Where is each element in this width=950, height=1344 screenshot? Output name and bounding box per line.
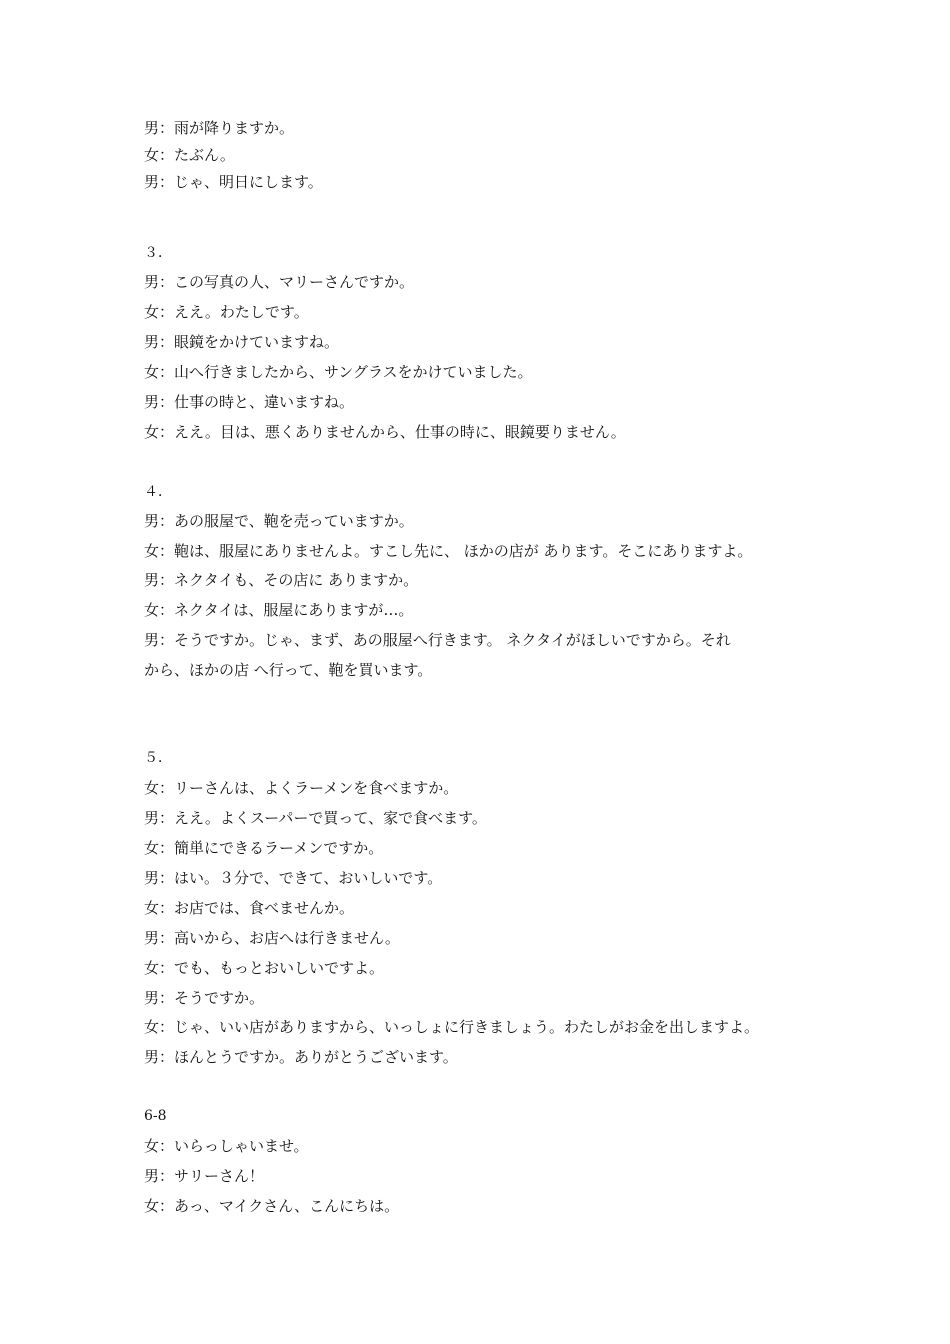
dialogue-line: 男：そうですか。 bbox=[144, 989, 265, 1007]
dialogue-line: 男：そうですか。じゃ、まず、あの服屋へ行きます。 ネクタイがほしいですから。それ bbox=[144, 631, 731, 649]
dialogue-line: 男：眼鏡をかけていますね。 bbox=[144, 333, 340, 351]
dialogue-line: 男：あの服屋で、鞄を売っていますか。 bbox=[144, 512, 414, 530]
dialogue-line: 男：サリーさん！ bbox=[144, 1167, 265, 1185]
section-number: ５． bbox=[144, 750, 172, 766]
dialogue-line: 男：ネクタイも、その店に ありますか。 bbox=[144, 571, 419, 589]
dialogue-line: 男：仕事の時と、違いますね。 bbox=[144, 393, 355, 411]
dialogue-line: 男：じゃ、明日にします。 bbox=[144, 173, 323, 191]
dialogue-line: から、ほかの店 へ行って、鞄を買います。 bbox=[144, 661, 433, 679]
dialogue-line: 男：雨が降りますか。 bbox=[144, 119, 295, 137]
section-number: ４． bbox=[144, 484, 172, 500]
dialogue-line: 女：鞄は、服屋にありませんよ。すこし先に、 ほかの店が あります。そこにありますよ。 bbox=[144, 542, 753, 560]
dialogue-line: 男：ほんとうですか。ありがとうございます。 bbox=[144, 1048, 458, 1066]
dialogue-line: 女：たぶん。 bbox=[144, 146, 235, 164]
dialogue-line: 男：はい。３分で、できて、おいしいです。 bbox=[144, 869, 443, 887]
dialogue-line: 女：いらっしゃいませ。 bbox=[144, 1137, 309, 1155]
dialogue-line: 女：ええ。目は、悪くありませんから、仕事の時に、眼鏡要りません。 bbox=[144, 423, 626, 441]
dialogue-line: 男：高いから、お店へは行きません。 bbox=[144, 929, 400, 947]
dialogue-line: 女：簡単にできるラーメンですか。 bbox=[144, 839, 384, 857]
dialogue-line: 男：ええ。よくスーパーで買って、家で食べます。 bbox=[144, 809, 487, 827]
section-number: 6-8 bbox=[144, 1108, 167, 1124]
dialogue-line: 女：じゃ、いい店がありますから、いっしょに行きましょう。わたしがお金を出しますよ。 bbox=[144, 1018, 760, 1036]
dialogue-line: 女：でも、もっとおいしいですよ。 bbox=[144, 959, 385, 977]
dialogue-line: 男：この写真の人、マリーさんですか。 bbox=[144, 273, 415, 291]
dialogue-line: 女：ええ。わたしです。 bbox=[144, 303, 309, 321]
section-number: ３． bbox=[144, 245, 172, 261]
dialogue-line: 女：ネクタイは、服屋にありますが…。 bbox=[144, 601, 414, 619]
dialogue-line: 女：あっ、マイクさん、こんにちは。 bbox=[144, 1197, 400, 1215]
dialogue-line: 女：山へ行きましたから、サングラスをかけていました。 bbox=[144, 363, 533, 381]
dialogue-line: 女：リーさんは、よくラーメンを食べますか。 bbox=[144, 779, 459, 797]
dialogue-line: 女：お店では、食べませんか。 bbox=[144, 899, 355, 917]
